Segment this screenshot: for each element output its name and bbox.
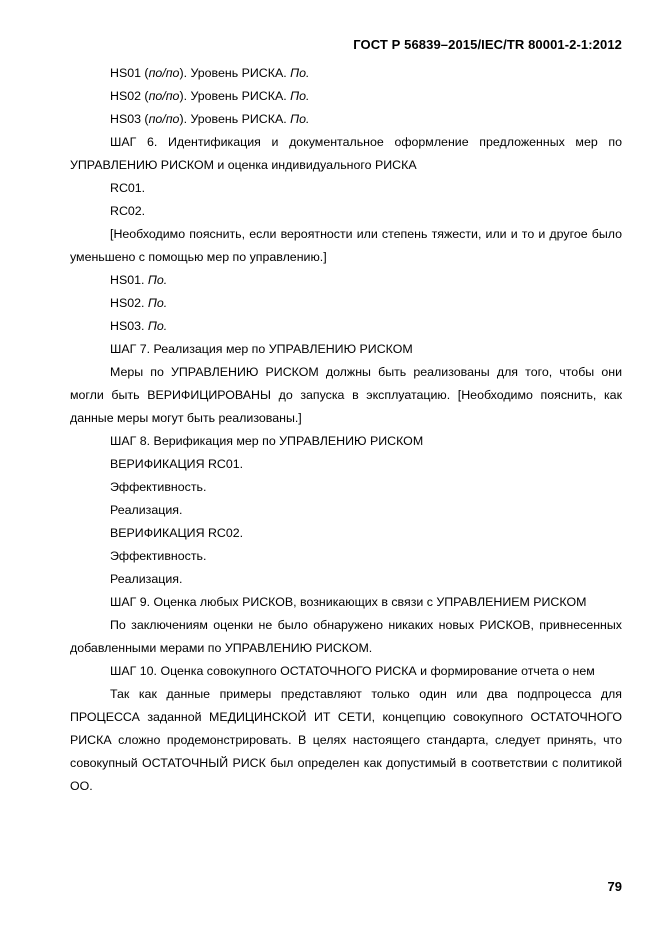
hazard-line-hs03: HS03 (по/по). Уровень РИСКА. По. (110, 112, 310, 126)
hs01-short: HS01. По. (110, 273, 168, 287)
step7-paragraph: Меры по УПРАВЛЕНИЮ РИСКОМ должны быть реализованы для того, чтобы они могли быть ВЕРИФИЦИРОВАНЫ до запуска в эксплуатацию. [Необходимо пояснить, как данные меры могут быть реализованы.] (70, 365, 622, 425)
document-header: ГОСТ Р 56839–2015/IEC/TR 80001-2-1:2012 (353, 37, 622, 52)
hs03-short: HS03. По. (110, 319, 168, 333)
step9-heading: ШАГ 9. Оценка любых РИСКОВ, возникающих в связи с УПРАВЛЕНИЕМ РИСКОМ (110, 595, 587, 609)
step6-heading: ШАГ 6. Идентификация и документальное оформление предложенных мер по УПРАВЛЕНИЮ РИСКОМ и оценка индивидуального РИСКА (70, 135, 622, 172)
step7-heading: ШАГ 7. Реализация мер по УПРАВЛЕНИЮ РИСКОМ (110, 342, 413, 356)
implementation-1: Реализация. (110, 503, 183, 517)
effectiveness-1: Эффективность. (110, 480, 207, 494)
step8-heading: ШАГ 8. Верификация мер по УПРАВЛЕНИЮ РИСКОМ (110, 434, 424, 448)
page-number: 79 (607, 879, 622, 894)
hazard-line-hs02: HS02 (по/по). Уровень РИСКА. По. (110, 89, 310, 103)
hazard-line-hs01: HS01 (по/по). Уровень РИСКА. По. (110, 66, 310, 80)
effectiveness-2: Эффективность. (110, 549, 207, 563)
verification-rc02: ВЕРИФИКАЦИЯ RC02. (110, 526, 244, 540)
rc02-line: RC02. (110, 204, 146, 218)
step9-paragraph: По заключениям оценки не было обнаружено никаких новых РИСКОВ, привнесенных добавленными мерами по УПРАВЛЕНИЮ РИСКОМ. (70, 618, 622, 655)
hs02-short: HS02. По. (110, 296, 168, 310)
document-body (70, 62, 622, 798)
implementation-2: Реализация. (110, 572, 183, 586)
rc01-line: RC01. (110, 181, 146, 195)
note-paragraph: [Необходимо пояснить, если вероятности или степень тяжести, или и то и другое было уменьшено с помощью мер по управлению.] (70, 227, 622, 264)
verification-rc01: ВЕРИФИКАЦИЯ RC01. (110, 457, 244, 471)
step10-heading: ШАГ 10. Оценка совокупного ОСТАТОЧНОГО РИСКА и формирование отчета о нем (110, 664, 595, 678)
step10-paragraph: Так как данные примеры представляют только один или два подпроцесса для ПРОЦЕССА заданной МЕДИЦИНСКОЙ ИТ СЕТИ, концепцию совокупного ОСТАТОЧНОГО РИСКА сложно продемонстрировать. В целях настоящего стандарта, следует принять, что совокупный ОСТАТОЧНЫЙ РИСК был определен как допустимый в соответствии с политикой ОО. (70, 687, 622, 793)
